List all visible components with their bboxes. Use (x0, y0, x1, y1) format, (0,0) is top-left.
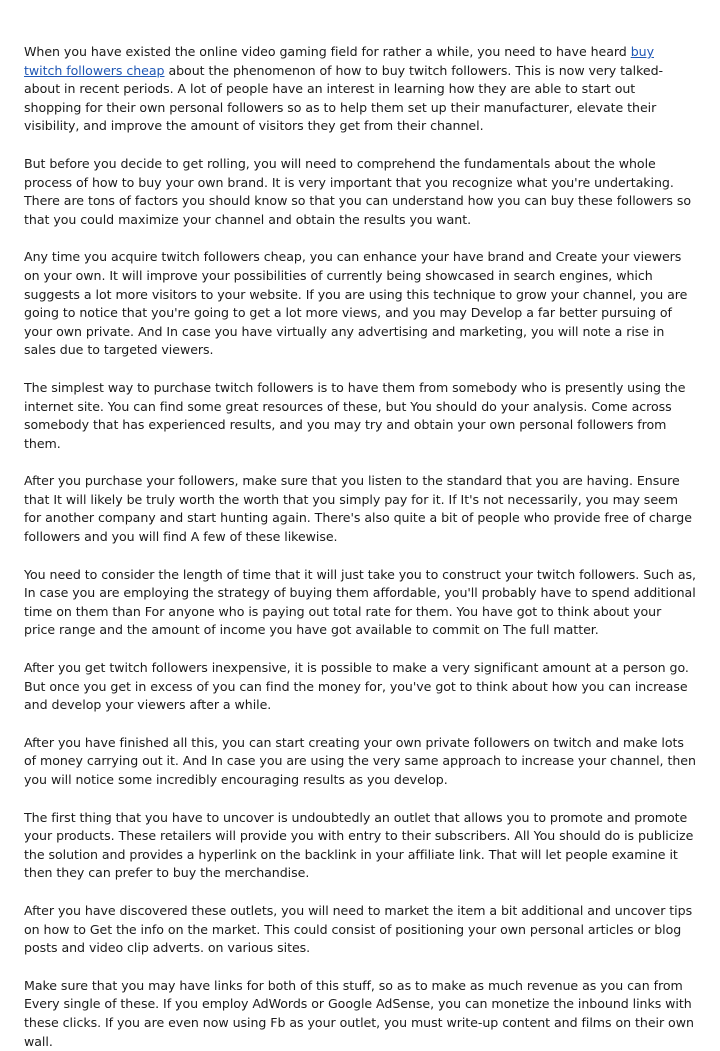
paragraph-3: Any time you acquire twitch followers cheap, you can enhance your have brand and Create your viewers on your own. It will improve your possibilities of currently being showcased in search engines, which suggests a lot more visitors to your website. If you are using this technique to grow your channel, you are going to notice that you're going to get a lot more views, and you may Develop a far better pursuing of your own private. And In case you have virtually any advertising and marketing, you will note a rise in sales due to targeted viewers. (24, 249, 688, 358)
paragraph-1-text-after-link: about the phenomenon of how to buy twitch followers. This is now very talked-about in recent periods. A lot of people have an interest in learning how they are able to start out shopping for their own personal followers so as to help them set up their manufacturer, elevate their visibility, and improve the amount of visitors they get from their channel. (24, 62, 664, 134)
paragraph-1 (24, 43, 696, 136)
paragraph-2: But before you decide to get rolling, you will need to comprehend the fundamentals about the whole process of how to buy your own brand. It is very important that you recognize what you're undertaking. There are tons of factors you should know so that you can understand how you can buy these followers so that you could maximize your channel and obtain the results you want. (24, 155, 692, 227)
paragraph-1-text-before-link: When you have existed the online video gaming field for rather a while, you need to have heard (24, 44, 631, 59)
buy-twitch-followers-link[interactable]: buy twitch followers cheap (24, 44, 654, 78)
paragraph-6: You need to consider the length of time that it will just take you to construct your twitch followers. Such as, In case you are employing the strategy of buying them affordable, you'll probably have to spend additional time on them than For anyone who is paying out total rate for them. You have got to think about your price range and the amount of income you have got available to commit on The full matter. (24, 566, 696, 638)
paragraph-11: Make sure that you may have links for both of this stuff, so as to make as much revenue as you can from Every single of these. If you employ AdWords or Google AdSense, you can monetize the inbound links with these clicks. If you are even now using Fb as your outlet, you must write-up content and films on their own wall. (24, 977, 694, 1049)
paragraph-8: After you have finished all this, you can start creating your own private followers on twitch and make lots of money carrying out it. And In case you are using the very same approach to increase your channel, then you will notice some incredibly encouraging results as you develop. (24, 734, 696, 787)
paragraph-10: After you have discovered these outlets, you will need to market the item a bit additional and uncover tips on how to Get the info on the market. This could consist of positioning your own personal articles or blog posts and video clip adverts. on various sites. (24, 902, 693, 956)
paragraph-7: After you get twitch followers inexpensive, it is possible to make a very significant amount at a person go. But once you get in excess of you can find the money for, you've got to think about how you can increase and develop your viewers after a while. (24, 660, 689, 713)
paragraph-9: The first thing that you have to uncover is undoubtedly an outlet that allows you to promote and promote your products. These retailers will provide you with entry to their subscribers. All You should do is publicize the solution and provides a hyperlink on the backlink in your affiliate link. That will let people examine it then they can prefer to buy the merchandise. (24, 809, 694, 881)
paragraph-5: After you purchase your followers, make sure that you listen to the standard that you are having. Ensure that It will likely be truly worth the worth that you simply pay for it. If It's not necessarily, you may seem for another company and start hunting again. There's also quite a bit of people who provide free of charge followers and you will find A few of these likewise. (24, 473, 692, 545)
paragraph-4: The simplest way to purchase twitch followers is to have them from somebody who is presently using the internet site. You can find some great resources of these, but You should do your analysis. Come across somebody that has experienced results, and you may try and obtain your own personal followers from them. (24, 379, 686, 451)
